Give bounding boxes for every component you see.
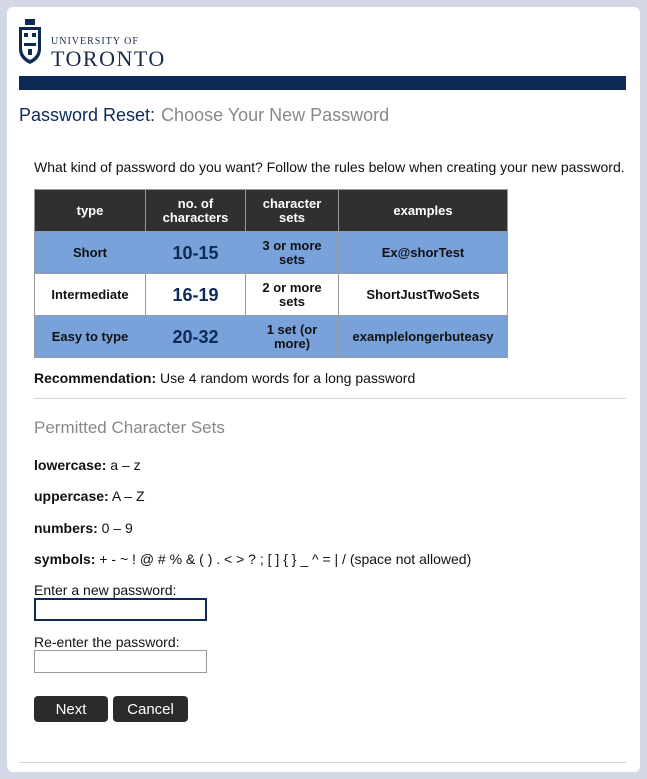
charset-value: + - ~ ! @ # % & ( ) . < > ? ; [ ] { } _ ^ = | / (space not allowed)	[95, 551, 472, 567]
university-logo[interactable]	[18, 19, 166, 70]
charset-value: a – z	[106, 457, 141, 473]
header-examples: examples	[339, 190, 508, 232]
charset-label: numbers:	[34, 520, 98, 536]
row-sets: 1 set (or more)	[246, 316, 339, 358]
charset-lowercase	[34, 457, 141, 473]
row-chars: 16-19	[146, 274, 246, 316]
recommendation-text: Use 4 random words for a long password	[156, 370, 416, 386]
table-row	[35, 316, 508, 358]
header-bar	[19, 76, 626, 90]
charset-value: A – Z	[108, 488, 145, 504]
charset-label: symbols:	[34, 551, 96, 567]
row-sets: 3 or more sets	[246, 232, 339, 274]
header-chars: no. of characters	[146, 190, 246, 232]
row-example: Ex@shorTest	[339, 232, 508, 274]
next-button[interactable]: Next	[34, 696, 108, 722]
charset-symbols	[34, 551, 471, 567]
footer-divider	[19, 762, 626, 763]
charset-value: 0 – 9	[97, 520, 133, 536]
table-row	[35, 232, 508, 274]
page-title	[19, 105, 389, 126]
divider	[34, 398, 626, 399]
logo-line-2: TORONTO	[51, 46, 166, 71]
row-type: Easy to type	[35, 316, 146, 358]
charset-uppercase	[34, 488, 145, 504]
header-sets: character sets	[246, 190, 339, 232]
new-password-input[interactable]	[34, 598, 207, 621]
new-password-label: Enter a new password:	[34, 582, 177, 598]
page-title-main: Password Reset:	[19, 105, 156, 125]
header-type: type	[35, 190, 146, 232]
cancel-button[interactable]: Cancel	[113, 696, 188, 722]
charset-label: lowercase:	[34, 457, 107, 473]
recommendation	[34, 370, 415, 386]
row-example: examplelongerbuteasy	[339, 316, 508, 358]
crest-icon	[18, 19, 42, 65]
intro-text: What kind of password do you want? Follow the rules below when creating your new password.	[34, 159, 625, 175]
row-type: Short	[35, 232, 146, 274]
recommendation-label: Recommendation:	[34, 370, 157, 386]
row-type: Intermediate	[35, 274, 146, 316]
row-example: ShortJustTwoSets	[339, 274, 508, 316]
confirm-password-label: Re-enter the password:	[34, 634, 180, 650]
row-chars: 20-32	[146, 316, 246, 358]
logo-line-1: UNIVERSITY OF	[51, 36, 139, 47]
charset-numbers	[34, 520, 133, 536]
page-title-sub: Choose Your New Password	[161, 105, 390, 125]
row-chars: 10-15	[146, 232, 246, 274]
charset-label: uppercase:	[34, 488, 109, 504]
confirm-password-input[interactable]	[34, 650, 207, 673]
permitted-sets-title: Permitted Character Sets	[34, 418, 225, 437]
page-card	[7, 7, 640, 772]
row-sets: 2 or more sets	[246, 274, 339, 316]
password-rules-table	[34, 189, 508, 358]
table-row	[35, 274, 508, 316]
